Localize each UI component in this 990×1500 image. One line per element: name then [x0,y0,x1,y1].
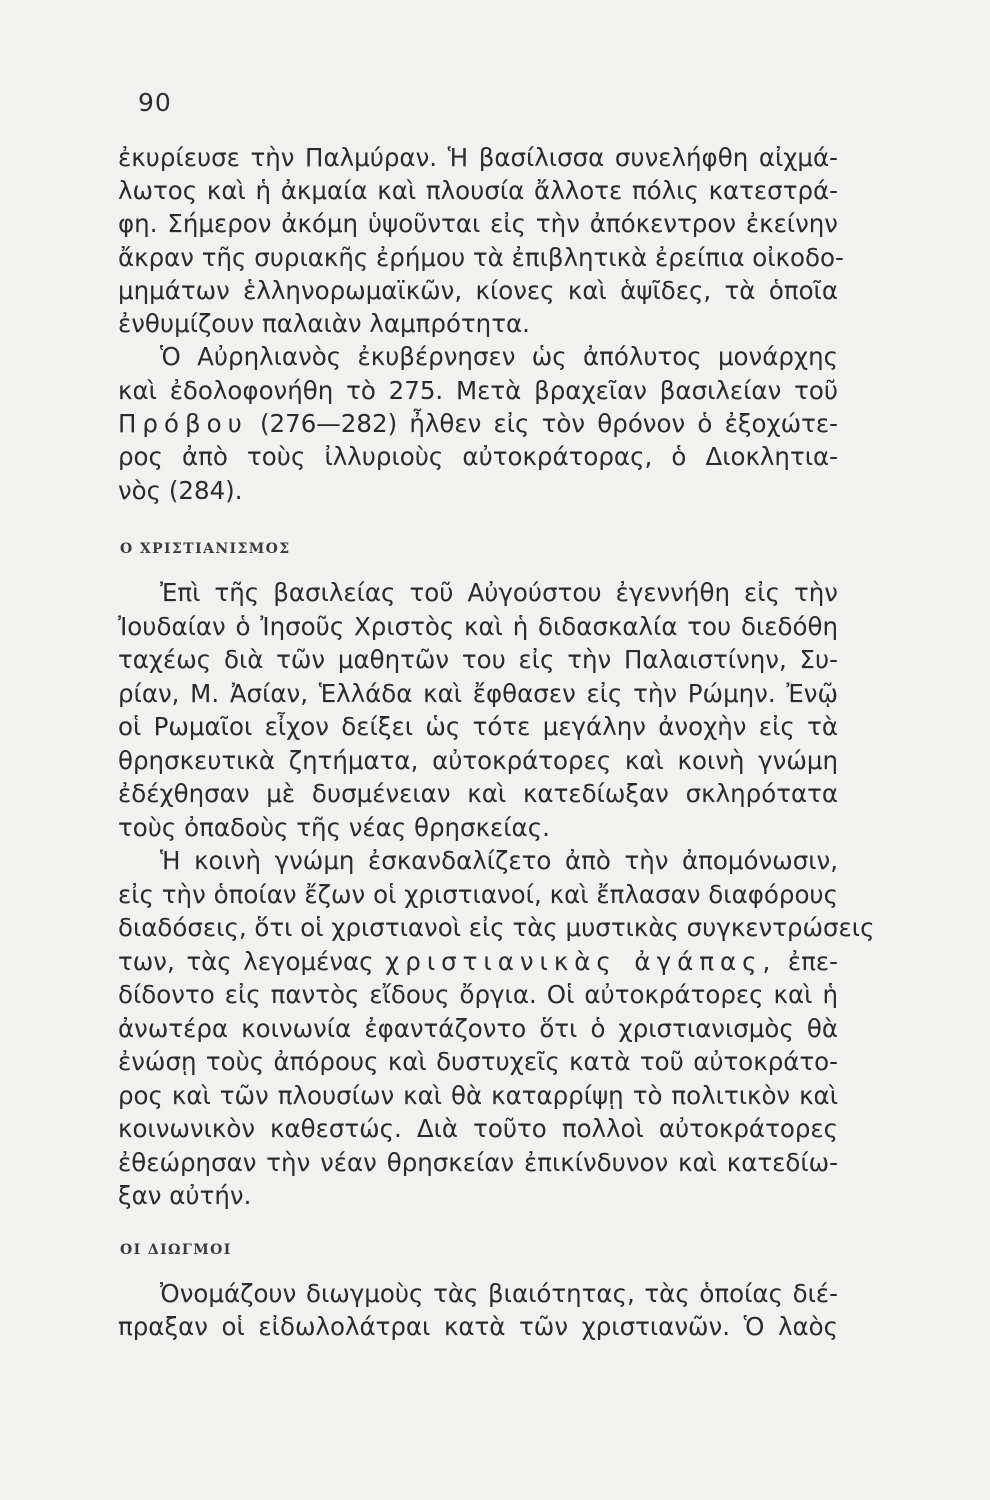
text-line [118,947,838,977]
text-line: νὸς (284). [118,476,243,505]
text-line: εἰς τὴν ὁποίαν ἔζων οἱ χριστιανοί, καὶ ἔπλασαν διαφόρους [118,880,838,909]
emphasized-term: χριστιανικὰς ἀγάπας, [385,947,777,976]
text-line: ἐνώσῃ τοὺς ἀπόρους καὶ δυστυχεῖς κατὰ τοῦ αὐτοκράτο- [118,1047,838,1076]
text-line: ἐκυρίευσε τὴν Παλμύραν. Ἡ βασίλισσα συνελήφθη αἰχμά- [118,143,838,172]
text-line: ἐθεώρησαν τὴν νέαν θρησκείαν ἐπικίνδυνον καὶ κατεδίω- [118,1148,838,1177]
text-line: ἀνωτέρα κοινωνία ἐφαντάζοντο ὅτι ὁ χριστιανισμὸς θὰ [118,1014,838,1043]
text-line: διαδόσεις, ὅτι οἱ χριστιανοὶ εἰς τὰς μυστικὰς συγκεντρώσεις [118,913,875,942]
text-line: καὶ ἐδολοφονήθη τὸ 275. Μετὰ βραχεῖαν βασιλείαν τοῦ [118,376,838,405]
text-line: θρησκευτικὰ ζητήματα, αὐτοκράτορες καὶ κοινὴ γνώμη [118,746,838,775]
text-line: Ἡ κοινὴ γνώμη ἐσκανδαλίζετο ἀπὸ τὴν ἀπομόνωσιν, [160,846,838,875]
text-line: ἐδέχθησαν μὲ δυσμένειαν καὶ κατεδίωξαν σκληρότατα [118,779,838,808]
section-heading: ΟΙ ΔΙΩΓΜΟΙ [120,1242,232,1258]
text-line: κοινωνικὸν καθεστώς. Διὰ τοῦτο πολλοὶ αὐτοκράτορες [118,1114,838,1143]
text-line: φη. Σήμερον ἀκόμη ὑψοῦνται εἰς τὴν ἀπόκεντρον ἐκείνην [118,209,838,238]
text-line: ξαν αὐτήν. [118,1181,252,1210]
text-line: ἄκραν τῆς συριακῆς ἐρήμου τὰ ἐπιβλητικὰ ἐρείπια οἰκοδο- [118,243,844,272]
text-line: Ἰουδαίαν ὁ Ἰησοῦς Χριστὸς καὶ ἡ διδασκαλία του διεδόθη [118,612,838,641]
text-line: δίδοντο εἰς παντὸς εἴδους ὄργια. Οἱ αὐτοκράτορες καὶ ἡ [118,980,838,1009]
text-line: Ὀνομάζουν διωγμοὺς τὰς βιαιότητας, τὰς ὁποίας διέ- [160,1279,838,1308]
text-line: ἐνθυμίζουν παλαιὰν λαμπρότητα. [118,309,530,338]
text-line: οἱ Ρωμαῖοι εἶχον δείξει ὡς τότε μεγάλην ἀνοχὴν εἰς τὰ [118,712,838,741]
text-segment: (276—282) ἦλθεν εἰς τὸν θρόνον ὁ ἐξοχώτε- [259,409,838,438]
page-number: 90 [138,88,172,117]
text-segment: των, τὰς λεγομένας [118,947,374,976]
text-line: πραξαν οἱ εἰδωλολάτραι κατὰ τῶν χριστιανῶν. Ὁ λαὸς [118,1312,838,1341]
text-line: τοὺς ὀπαδοὺς τῆς νέας θρησκείας. [118,813,550,842]
text-line: μημάτων ἑλληνορωμαϊκῶν, κίονες καὶ ἁψῖδες, τὰ ὁποῖα [118,276,838,305]
text-line [118,409,838,439]
text-line: ρίαν, Μ. Ἀσίαν, Ἑλλάδα καὶ ἔφθασεν εἰς τὴν Ρώμην. Ἐνῷ [118,679,838,708]
text-line: Ἐπὶ τῆς βασιλείας τοῦ Αὐγούστου ἐγεννήθη εἰς τὴν [160,578,838,607]
text-line: Ὁ Αὐρηλιανὸς ἐκυβέρνησεν ὡς ἀπόλυτος μονάρχης [160,342,838,371]
text-segment: ἐπε- [787,947,838,976]
text-line: ταχέως διὰ τῶν μαθητῶν του εἰς τὴν Παλαιστίνην, Συ- [118,645,838,674]
text-line: ρος καὶ τῶν πλουσίων καὶ θὰ καταρρίψῃ τὸ πολιτικὸν καὶ [118,1081,838,1110]
text-line: ρος ἀπὸ τοὺς ἰλλυριοὺς αὐτοκράτορας, ὁ Διοκλητια- [118,442,838,471]
emphasized-name: Πρόβου [118,409,248,438]
section-heading: Ο ΧΡΙΣΤΙΑΝΙΣΜΟΣ [120,541,291,557]
text-line: λωτος καὶ ἡ ἀκμαία καὶ πλουσία ἄλλοτε πόλις κατεστρά- [118,176,838,205]
